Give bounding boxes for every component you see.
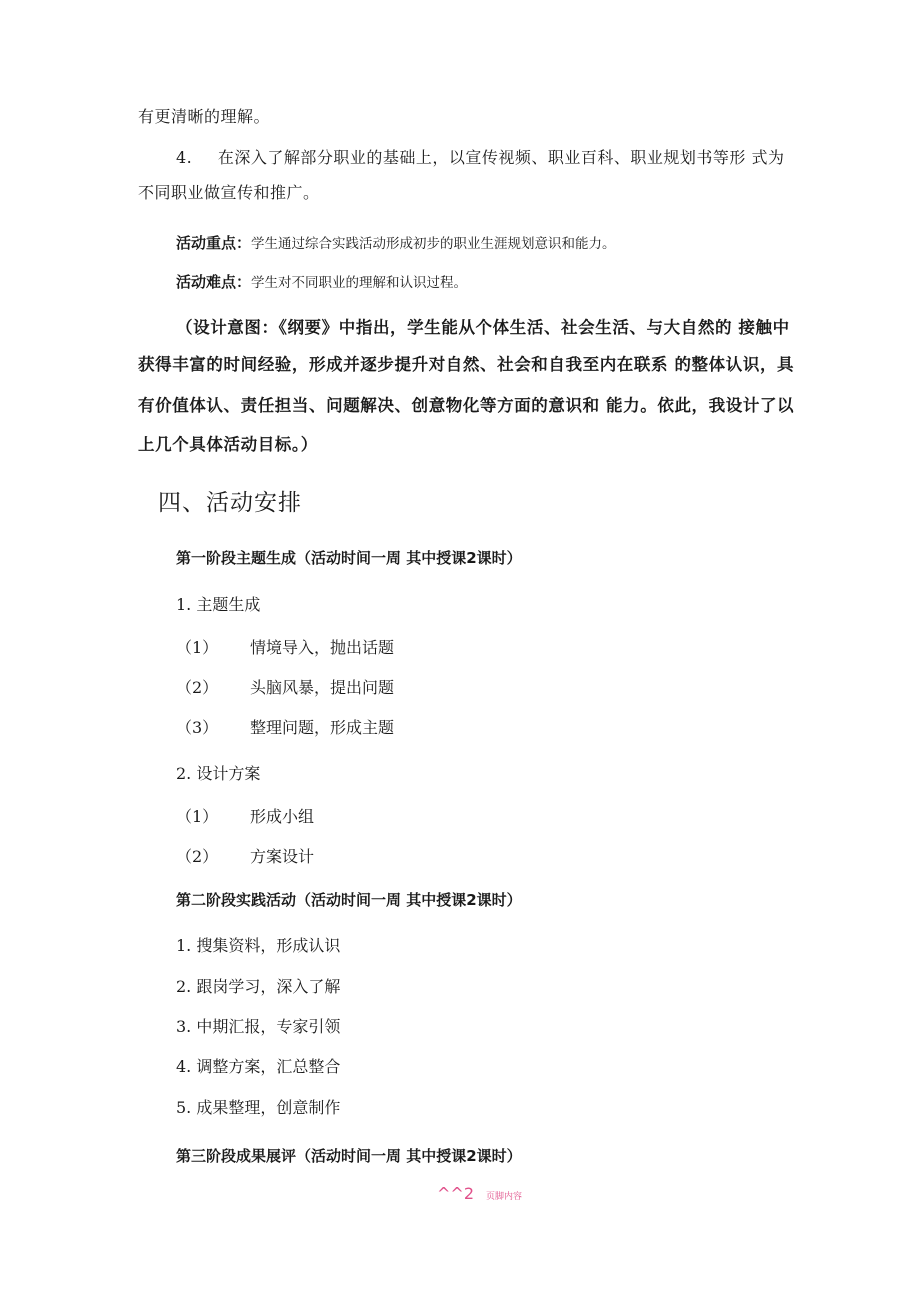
stage-1-title: 第一阶段主题生成（活动时间一周 其中授课2课时） bbox=[176, 549, 522, 567]
key-point-text: 学生通过综合实践活动形成初步的职业生涯规划意识和能力。 bbox=[251, 236, 616, 252]
list-item: 1. 搜集资料，形成认识 bbox=[176, 936, 341, 955]
stage-1-topic-2: 2. 设计方案 bbox=[176, 764, 261, 783]
item-number: （1） bbox=[176, 638, 219, 657]
activity-key-point bbox=[176, 232, 616, 253]
list-item-4 bbox=[176, 145, 784, 168]
page-footer bbox=[437, 1184, 522, 1203]
item-number: 4. bbox=[176, 148, 193, 167]
list-item bbox=[176, 804, 314, 827]
design-intent-line: （设计意图：《纲要》中指出，学生能从个体生活、社会生活、与大自然的 接触中 bbox=[176, 318, 790, 337]
list-item: 4. 调整方案，汇总整合 bbox=[176, 1057, 341, 1076]
item-number: （2） bbox=[176, 847, 219, 866]
list-item bbox=[176, 675, 394, 698]
list-item: 5. 成果整理，创意制作 bbox=[176, 1098, 341, 1117]
design-intent-line: 有价值体认、责任担当、问题解决、创意物化等方面的意识和 能力。依此，我设计了以 bbox=[138, 396, 795, 415]
footer-label: 页脚内容 bbox=[486, 1192, 523, 1202]
paragraph-line: 有更清晰的理解。 bbox=[138, 107, 271, 126]
item-number: （1） bbox=[176, 807, 219, 826]
page-number: ^^2 bbox=[437, 1184, 474, 1203]
item-number: （3） bbox=[176, 718, 219, 737]
section-heading: 四、活动安排 bbox=[158, 490, 302, 516]
item-text: 形成小组 bbox=[250, 807, 315, 826]
stage-1-topic-1: 1. 主题生成 bbox=[176, 595, 261, 614]
item-text: 头脑风暴，提出问题 bbox=[250, 678, 395, 697]
list-item: 2. 跟岗学习，深入了解 bbox=[176, 977, 341, 996]
difficulty-label: 活动难点： bbox=[176, 273, 252, 291]
design-intent-line: 获得丰富的时间经验，形成并逐步提升对自然、社会和自我至内在联系 的整体认识，具 bbox=[138, 355, 795, 374]
item-text: 方案设计 bbox=[250, 847, 315, 866]
difficulty-text: 学生对不同职业的理解和认识过程。 bbox=[251, 275, 468, 291]
item-number: （2） bbox=[176, 678, 219, 697]
list-item: 3. 中期汇报，专家引领 bbox=[176, 1017, 341, 1036]
item-text: 情境导入，抛出话题 bbox=[250, 638, 395, 657]
list-item bbox=[176, 844, 314, 867]
key-point-label: 活动重点： bbox=[176, 234, 252, 252]
item-text: 在深入了解部分职业的基础上，以宣传视频、职业百科、职业规划书等形 式为 bbox=[217, 148, 785, 167]
list-item bbox=[176, 635, 394, 658]
design-intent-line: 上几个具体活动目标。） bbox=[138, 435, 318, 454]
item-text: 整理问题，形成主题 bbox=[250, 718, 395, 737]
paragraph-line: 不同职业做宣传和推广。 bbox=[138, 183, 320, 202]
activity-difficulty bbox=[176, 271, 467, 292]
stage-2-title: 第二阶段实践活动（活动时间一周 其中授课2课时） bbox=[176, 891, 522, 909]
stage-3-title: 第三阶段成果展评（活动时间一周 其中授课2课时） bbox=[176, 1147, 522, 1165]
list-item bbox=[176, 715, 394, 738]
